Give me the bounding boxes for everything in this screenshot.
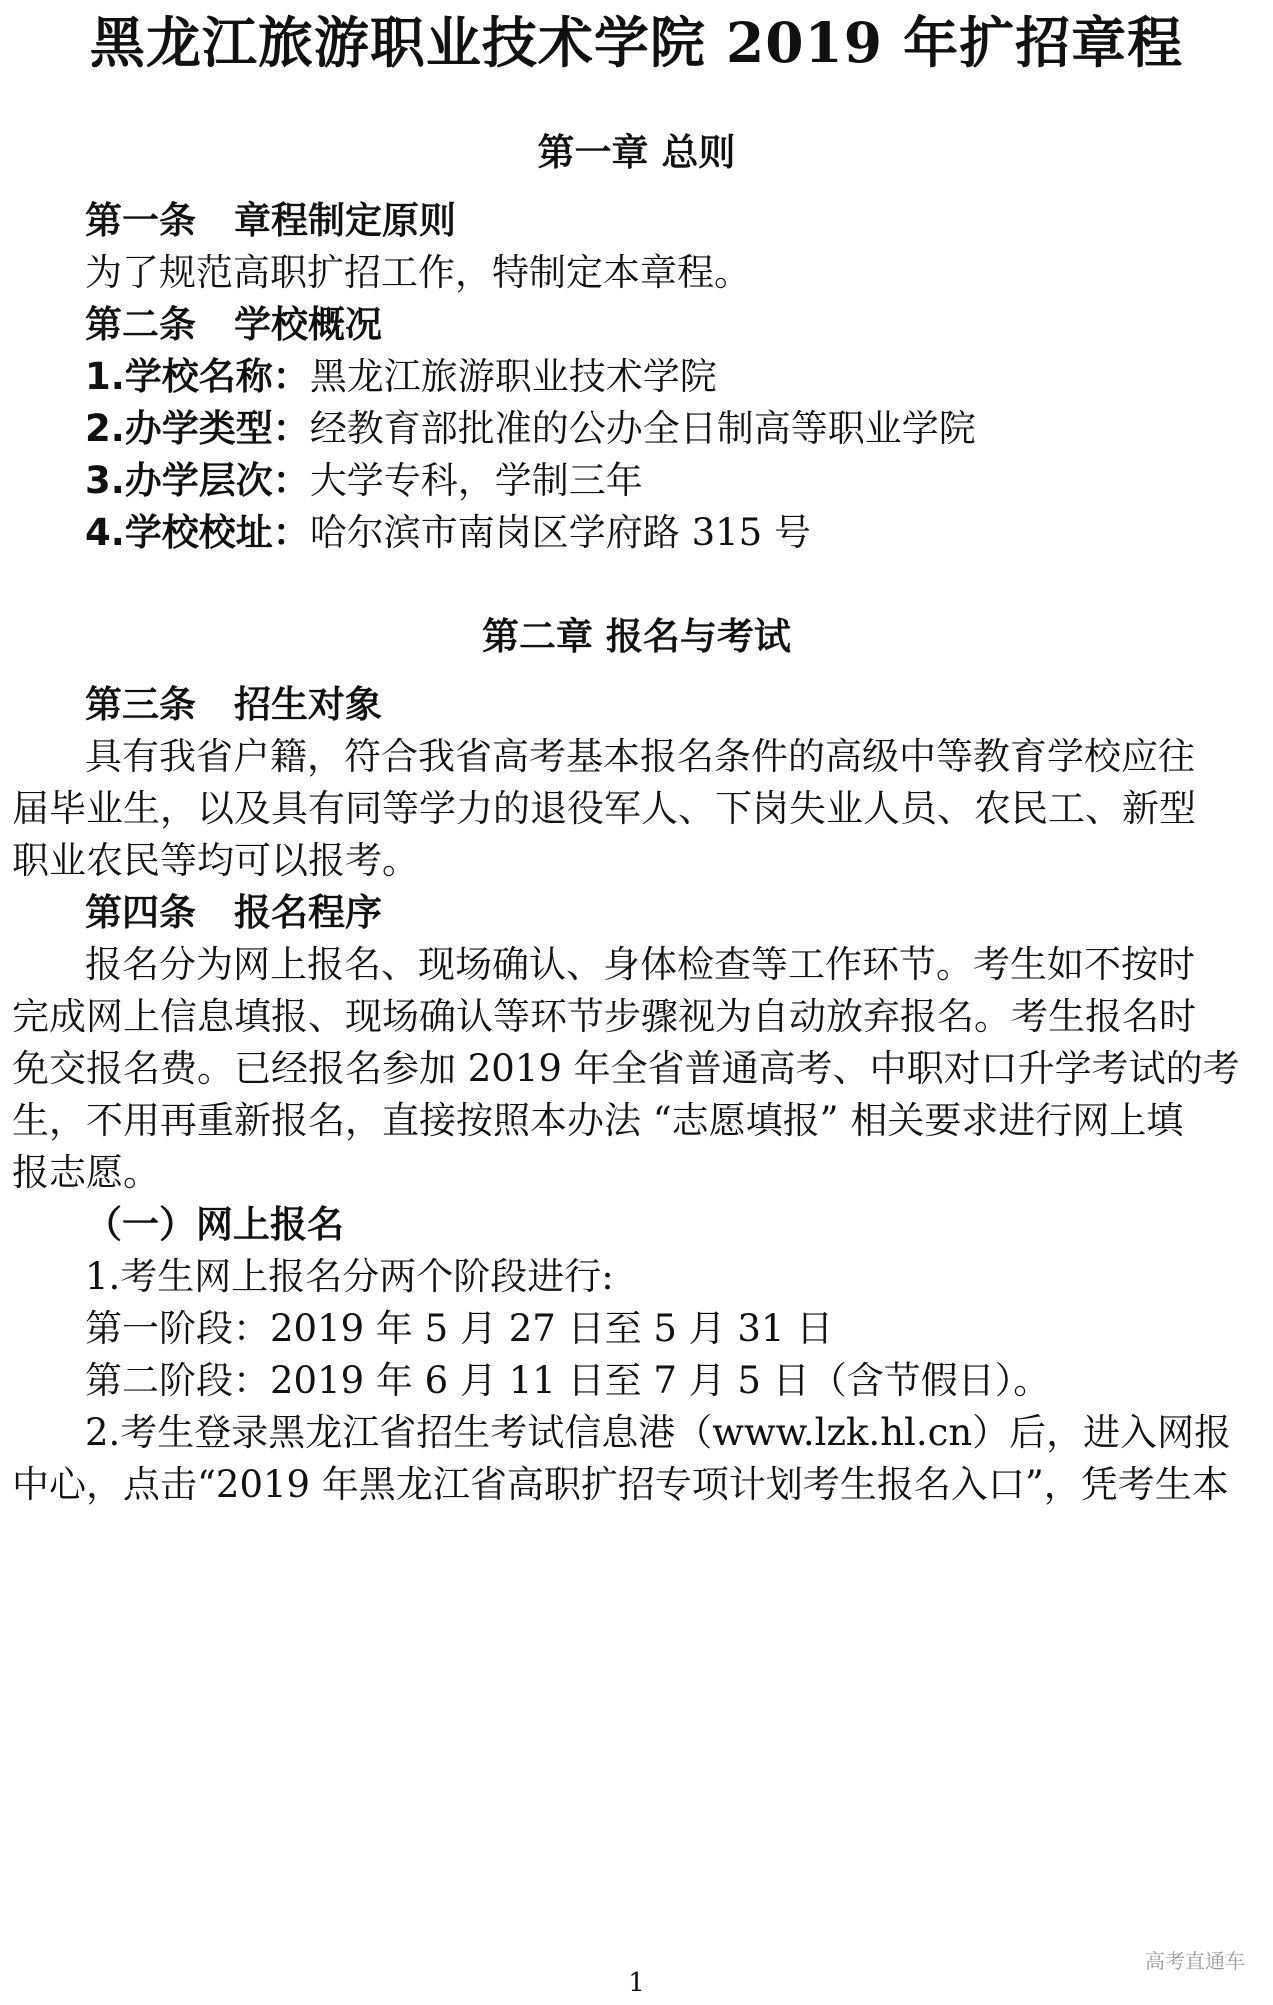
document-title: 黑龙江旅游职业技术学院 2019 年扩招章程 [89,10,1184,75]
chapter-2-heading: 第二章 报名与考试 [482,615,791,658]
paragraph-line: 具有我省户籍，符合我省高考基本报名条件的高级中等教育学校应往 [85,735,1195,778]
article-4-heading [85,888,382,938]
article-2-number: 第二条 [85,303,196,346]
paragraph-line: 第一阶段：2019 年 5 月 27 日至 5 月 31 日 [85,1307,834,1350]
article-2-heading [85,300,382,350]
paragraph-line: 2.考生登录黑龙江省招生考试信息港（www.lzk.hl.cn）后，进入网报 [85,1411,1232,1454]
item-label: 1.学校名称： [85,355,310,398]
article-1-body: 为了规范高职扩招工作，特制定本章程。 [85,251,751,294]
item-label: 4.学校校址： [85,511,310,554]
paragraph-line: 报名分为网上报名、现场确认、身体检查等工作环节。考生如不按时 [85,943,1195,986]
page-number: 1 [628,1968,645,1998]
school-info-item [85,352,717,402]
school-info-item [85,508,811,558]
paragraph-line: 完成网上信息填报、现场确认等环节步骤视为自动放弃报名。考生报名时 [12,995,1196,1038]
paragraph-line: 职业农民等均可以报考。 [12,839,419,882]
item-value: 哈尔滨市南岗区学府路 315 号 [309,511,811,554]
article-2-title: 学校概况 [234,303,382,346]
school-info-item [85,456,643,506]
item-value: 黑龙江旅游职业技术学院 [309,355,717,398]
article-1-title: 章程制定原则 [234,199,456,242]
chapter-1-heading: 第一章 总则 [537,131,736,174]
article-1-number: 第一条 [85,199,196,242]
paragraph-line: 生，不用再重新报名，直接按照本办法 “志愿填报” 相关要求进行网上填 [12,1099,1184,1142]
paragraph-line: 中心，点击“2019 年黑龙江省高职扩招专项计划考生报名入口”，凭考生本 [12,1463,1229,1506]
watermark: 高考直通车 [1145,1949,1245,1973]
article-4-title: 报名程序 [234,891,382,934]
item-label: 2.办学类型： [85,407,310,450]
paragraph-line: 届毕业生，以及具有同等学力的退役军人、下岗失业人员、农民工、新型 [12,787,1196,830]
article-4-number: 第四条 [85,891,196,934]
item-value: 经教育部批准的公办全日制高等职业学院 [309,407,976,450]
paragraph-line: 免交报名费。已经报名参加 2019 年全省普通高考、中职对口升学考试的考 [12,1047,1240,1090]
subsection-heading: （一）网上报名 [85,1203,344,1246]
item-label: 3.办学层次： [85,459,310,502]
item-value: 大学专科，学制三年 [309,459,643,502]
school-info-item [85,404,976,454]
article-3-heading [85,680,382,730]
article-3-title: 招生对象 [234,683,382,726]
article-1-heading [85,196,456,246]
paragraph-line: 第二阶段：2019 年 6 月 11 日至 7 月 5 日（含节假日）。 [85,1359,1051,1402]
paragraph-line: 报志愿。 [12,1151,160,1194]
paragraph-line: 1.考生网上报名分两个阶段进行: [85,1255,614,1298]
article-3-number: 第三条 [85,683,196,726]
